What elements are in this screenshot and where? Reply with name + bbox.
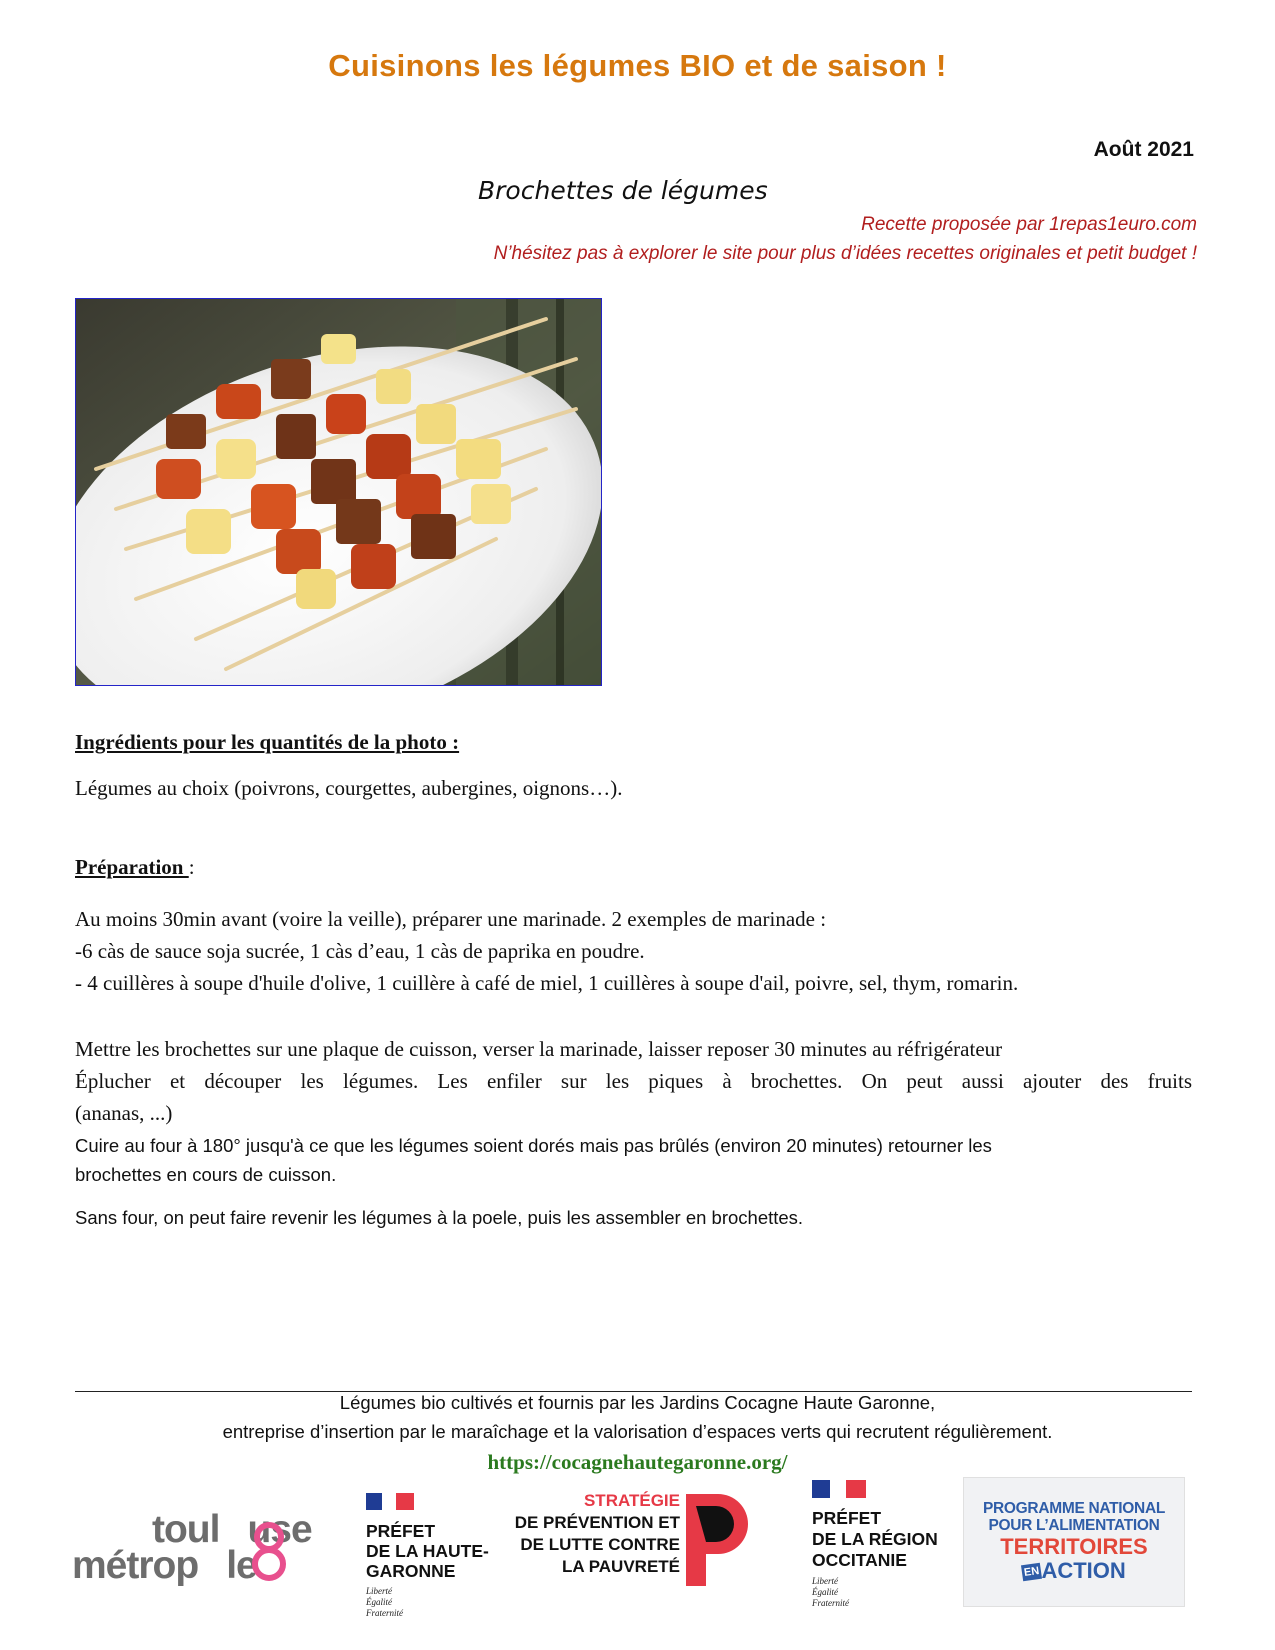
cooking-step: Cuire au four à 180° jusqu'à ce que les légumes soient dorés mais pas brûlés (environ 20 minutes) retourner les	[75, 1135, 992, 1156]
motto-2: Égalité	[812, 1587, 838, 1597]
programme-national-alimentation-logo	[963, 1477, 1185, 1607]
recipe-photo	[75, 298, 602, 686]
metropole-text-b: le	[226, 1544, 257, 1587]
motto-3: Fraternité	[366, 1608, 403, 1618]
toulouse-metropole-logo	[72, 1508, 342, 1588]
preparation-line: Au moins 30min avant (voire la veille), préparer une marinade. 2 exemples de marinade :	[75, 907, 827, 931]
strategie-line3: DE LUTTE CONTRE	[520, 1535, 680, 1554]
pna-action: ACTION	[1041, 1558, 1126, 1583]
footer-line-2: entreprise d’insertion par le maraîchage et la valorisation d’espaces verts qui recrutent régulièrement.	[222, 1421, 1053, 1442]
pna-line1: PROGRAMME NATIONAL	[982, 1500, 1166, 1517]
pna-line3: TERRITOIRES	[1000, 1534, 1148, 1559]
recipe-credit: Recette proposée par 1repas1euro.com	[861, 214, 1197, 235]
date-label: Août 2021	[1093, 138, 1194, 161]
preparation-heading-colon: :	[188, 855, 195, 879]
cooking-step: brochettes en cours de cuisson.	[75, 1164, 337, 1185]
preparation-heading-label: Préparation	[75, 855, 189, 879]
prefet-occ-line2: DE LA RÉGION	[812, 1529, 938, 1549]
strategie-p-icon	[682, 1492, 750, 1588]
preparation-step: Éplucher et découper les légumes. Les enfiler sur les piques à brochettes. On peut aussi ajouter des fruits	[75, 1069, 1192, 1093]
prefet-occitanie-logo	[812, 1478, 962, 1608]
toulouse-eight-icon	[251, 1520, 287, 1584]
motto-1: Liberté	[366, 1586, 392, 1596]
motto-3: Fraternité	[812, 1598, 849, 1608]
recipe-title: Brochettes de légumes	[478, 176, 768, 205]
prefet-occ-line1: PRÉFET	[812, 1508, 882, 1528]
preparation-step: Mettre les brochettes sur une plaque de cuisson, verser la marinade, laisser reposer 30 minutes au réfrigérateur	[75, 1037, 1003, 1061]
prefet-occ-line3: OCCITANIE	[812, 1550, 907, 1570]
marianne-flag-icon	[366, 1490, 416, 1512]
recipe-credit-note: N’hésitez pas à explorer le site pour plus d’idées recettes originales et petit budget !	[493, 243, 1197, 264]
ingredients-heading: Ingrédients pour les quantités de la photo :	[75, 730, 460, 754]
prefet-hg-line2: DE LA HAUTE-	[366, 1541, 489, 1561]
preparation-heading	[75, 855, 195, 880]
prefet-hg-line3: GARONNE	[366, 1561, 456, 1581]
motto-2: Égalité	[366, 1597, 392, 1607]
pna-line2: POUR L’ALIMENTATION	[988, 1517, 1160, 1534]
preparation-step: (ananas, ...)	[75, 1101, 173, 1125]
marinade-example-2: - 4 cuillères à soupe d'huile d'olive, 1 cuillère à café de miel, 1 cuillères à soupe d'ail, poivre, sel, thym, romarin.	[75, 971, 1019, 995]
marianne-flag-icon	[812, 1478, 868, 1500]
ingredients-text: Légumes au choix (poivrons, courgettes, aubergines, oignons…).	[75, 776, 623, 800]
strategie-pauvrete-logo	[505, 1490, 755, 1600]
prefet-hg-line1: PRÉFET	[366, 1521, 436, 1541]
pna-en-badge: EN	[1021, 1563, 1042, 1582]
marinade-example-1: -6 càs de sauce soja sucrée, 1 càs d’eau, 1 càs de paprika en poudre.	[75, 939, 645, 963]
toulouse-text-a: toul	[152, 1508, 220, 1551]
toulouse-text-b: use	[247, 1508, 312, 1551]
prefet-haute-garonne-logo	[366, 1490, 506, 1618]
page-title: Cuisinons les légumes BIO et de saison !	[328, 48, 947, 83]
metropole-text-a: métrop	[72, 1544, 199, 1587]
footer-line-1: Légumes bio cultivés et fournis par les Jardins Cocagne Haute Garonne,	[339, 1392, 936, 1413]
motto-1: Liberté	[812, 1576, 838, 1586]
strategie-line4: LA PAUVRETÉ	[561, 1557, 680, 1576]
footer-website-link[interactable]: https://cocagnehautegaronne.org/	[487, 1450, 788, 1474]
no-oven-tip: Sans four, on peut faire revenir les légumes à la poele, puis les assembler en brochettes.	[75, 1207, 804, 1228]
strategie-line1: STRATÉGIE	[583, 1491, 680, 1510]
strategie-line2: DE PRÉVENTION ET	[514, 1513, 680, 1532]
